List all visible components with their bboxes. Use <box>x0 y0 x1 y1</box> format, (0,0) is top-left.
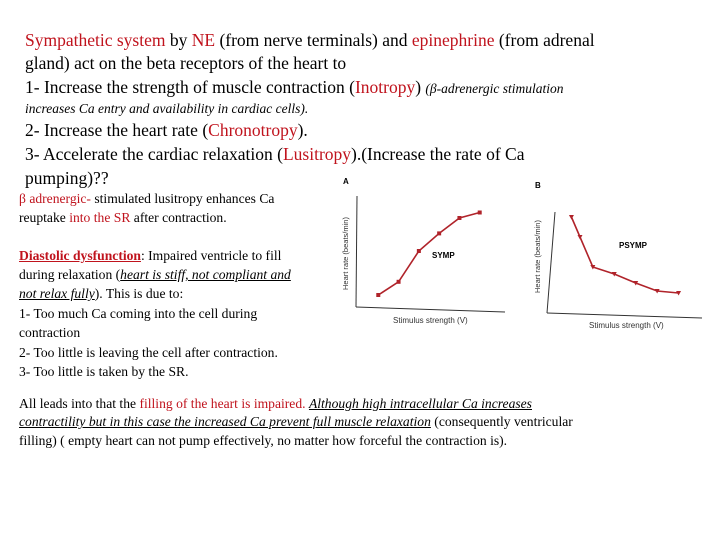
panel-a-label: A <box>343 177 349 186</box>
cause-item: 1- Too much Ca coming into the cell during <box>19 306 258 321</box>
intro-line-2: gland) act on the beta receptors of the heart to <box>25 53 347 73</box>
intro-line-4: increases Ca entry and availability in cardiac cells). <box>25 101 309 116</box>
x-axis <box>547 313 702 318</box>
text: All leads into that the <box>19 396 140 411</box>
cause-item: contraction <box>19 325 81 340</box>
y-axis <box>356 196 357 307</box>
text: Although high intracellular Ca increases <box>308 396 532 411</box>
text: after contraction. <box>130 210 227 225</box>
data-point <box>376 293 380 297</box>
text: filling of the heart is impaired. <box>139 396 306 411</box>
y-axis-label: Heart rate (beats/min) <box>533 220 542 293</box>
text: (β-adrenergic stimulation <box>425 81 564 96</box>
text: by <box>165 30 192 50</box>
text: contractility but in this case the increased Ca prevent full muscle relaxation <box>19 414 431 429</box>
series-label: SYMP <box>432 251 455 260</box>
text: (from adrenal <box>494 30 595 50</box>
term-lusitropy: Lusitropy <box>282 144 352 164</box>
summary-line-3: filling) ( empty heart can not pump effectively, no matter how forceful the contraction is). <box>19 433 508 448</box>
panel-b <box>533 181 702 330</box>
diastolic-title: Diastolic dysfunction <box>19 248 141 263</box>
x-axis-label: Stimulus strength (V) <box>589 321 664 330</box>
series-label: PSYMP <box>619 241 648 250</box>
text: heart is stiff, not compliant and <box>120 267 291 282</box>
term-ne: NE <box>191 30 216 50</box>
x-axis <box>356 307 505 312</box>
y-axis <box>547 212 555 313</box>
panel-b-label: B <box>535 181 541 190</box>
data-point <box>578 235 583 240</box>
series-line <box>571 217 678 293</box>
term-sr: into the SR <box>69 210 131 225</box>
text: 2- Increase the heart rate ( <box>25 120 209 140</box>
term-beta-adrenergic: β adrenergic- <box>19 191 91 206</box>
cause-item: 3- Too little is taken by the SR. <box>19 364 189 379</box>
data-point <box>478 211 482 215</box>
data-point <box>457 216 461 220</box>
data-point <box>397 280 401 284</box>
text: ). <box>297 120 308 140</box>
text: : Impaired ventricle to fill <box>140 248 282 263</box>
text: ).(Increase the rate of Ca <box>351 144 525 164</box>
text: (consequently ventricular <box>430 414 573 429</box>
data-point <box>437 231 441 235</box>
term-chronotropy: Chronotropy <box>208 120 298 140</box>
term-sympathetic: Sympathetic system <box>25 30 166 50</box>
text: stimulated lusitropy enhances Ca <box>90 191 275 206</box>
text: reuptake <box>19 210 70 225</box>
text: 1- Increase the strength of muscle contraction ( <box>25 77 355 97</box>
text: not relax fully <box>19 286 95 301</box>
y-axis-label: Heart rate (beats/min) <box>341 217 350 290</box>
x-axis-label: Stimulus strength (V) <box>393 316 468 325</box>
text: 3- Accelerate the cardiac relaxation ( <box>25 144 283 164</box>
data-point <box>417 249 421 253</box>
term-inotropy: Inotropy <box>354 77 416 97</box>
intro-line-7: pumping)?? <box>25 168 109 188</box>
cause-item: 2- Too little is leaving the cell after contraction. <box>19 345 278 360</box>
panel-a <box>341 177 505 325</box>
text: ) <box>415 77 422 97</box>
text: ). This is due to: <box>94 286 184 301</box>
series-line <box>378 213 479 296</box>
text: (from nerve terminals) and <box>215 30 412 50</box>
data-point <box>569 215 574 220</box>
term-epinephrine: epinephrine <box>411 30 495 50</box>
text: during relaxation ( <box>19 267 121 282</box>
